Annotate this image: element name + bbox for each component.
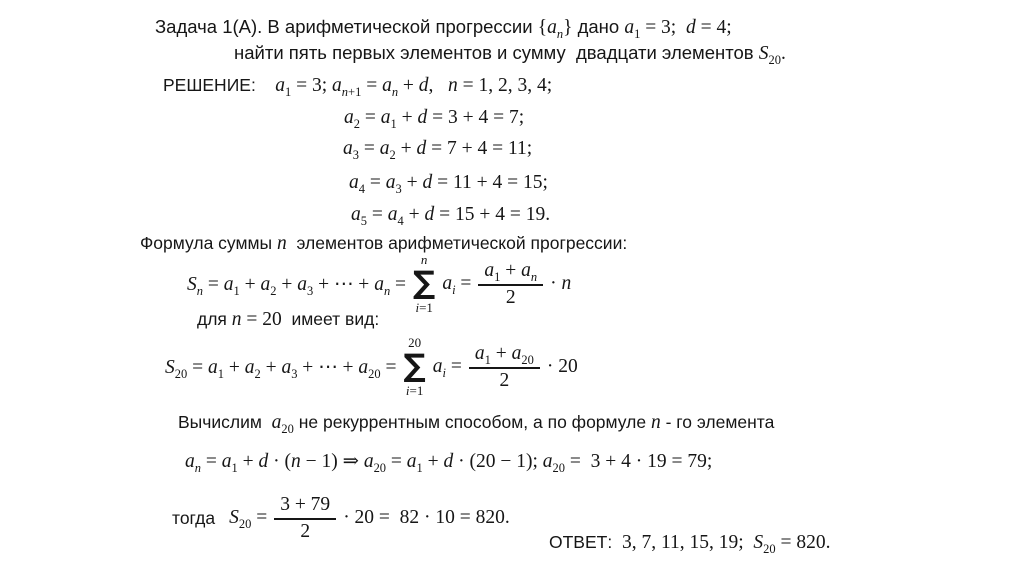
formula-left-part: $S_{20}$ = (229, 507, 268, 531)
sigma-symbol: ∑ (403, 348, 426, 385)
togda-label: тогда (172, 507, 216, 528)
fraction-denominator: 2 (499, 369, 510, 391)
sigma-block (413, 253, 435, 315)
recurrence-line-a5 (351, 202, 550, 228)
text-run: дано (572, 16, 625, 37)
answer-line (549, 530, 830, 556)
formula-right-part: · 20 = 82 · 10 = 820. (343, 507, 510, 528)
math-run: $a_2 = a_1 + d = 3 + 4 = 7$; (344, 107, 525, 131)
recurrence-line-a3 (343, 136, 532, 162)
problem-title-line1 (155, 15, 732, 41)
sigma-symbol: ∑ (413, 265, 436, 302)
math-run: $S_{20}$. (758, 43, 786, 67)
compute-a20-caption (178, 410, 774, 436)
text-run: имеет вид: (281, 309, 380, 329)
sigma-lower-limit: i=1 (415, 299, 433, 315)
sigma-upper-limit: n (420, 251, 428, 267)
text-run: Формула суммы (140, 233, 277, 253)
text-run: РЕШЕНИЕ: (163, 75, 276, 95)
problem-title-line2 (234, 41, 786, 67)
fraction (478, 260, 543, 309)
sum-formula-n20 (165, 329, 578, 405)
recurrence-line-a2 (344, 105, 524, 131)
fraction-denominator: 2 (505, 286, 516, 308)
text-run: Задача 1(А). В арифметической прогрессии (155, 16, 538, 37)
math-run: n = 20 (231, 309, 282, 330)
formula-mid-part: $a_i$ = (432, 356, 462, 380)
fraction-numerator: $a_1 + a_{20}$ (469, 343, 540, 369)
fraction-numerator: 3 + 79 (274, 494, 336, 520)
fraction (469, 343, 540, 392)
fraction-denominator: 2 (300, 520, 311, 542)
text-run: - го элемента (660, 412, 775, 432)
text-run: элементов арифметической прогрессии: (286, 233, 628, 253)
math-run: 3, 7, 11, 15, 19; $S_{20} = 820$. (621, 532, 831, 556)
formula-left-part: $S_{20} = a_1 + a_2 + a_3$ + ⋯ + $a_{20}$ = (165, 357, 397, 381)
s20-evaluation (172, 491, 510, 545)
math-run: $a_1 = 3$; d = 4; (624, 17, 732, 41)
text-run: Вычислим (178, 412, 272, 432)
math-run: $a_{20}$ (271, 412, 294, 436)
text-run: не рекуррентным способом, а по формуле (293, 412, 651, 432)
math-run: $a_3 = a_2 + d = 7 + 4 = 11$; (343, 138, 533, 162)
nth-element-formula (185, 449, 712, 475)
fraction (274, 494, 336, 543)
sigma-lower-limit: i=1 (405, 382, 424, 398)
math-run: $\{a_n\}$ (537, 17, 573, 41)
formula-right-part: · 20 (546, 356, 578, 377)
math-run: n (276, 233, 287, 254)
math-run: $a_4 = a_3 + d = 11 + 4 = 15$; (349, 172, 548, 196)
math-run: $a_5 = a_4 + d = 15 + 4 = 19$. (351, 204, 551, 228)
recurrence-line-a4 (349, 170, 548, 196)
formula-right-part: · n (550, 273, 572, 294)
sigma-upper-limit: 20 (408, 334, 422, 350)
math-run: n (650, 412, 661, 433)
text-run: для (197, 309, 232, 329)
math-run: $a_1 = 3$; $a_{n+1} = a_n + d$, n = 1, 2, 3, 4; (275, 75, 553, 99)
text-run: найти пять первых элементов и сумму двадцати элементов (234, 42, 759, 63)
sigma-block (404, 336, 426, 398)
formula-left-part: $S_n = a_1 + a_2 + a_3$ + ⋯ + $a_n$ = (187, 274, 407, 298)
text-run: ОТВЕТ: (549, 532, 622, 552)
math-run: $a_n = a_1 + d \cdot (n - 1)$ ⇒ $a_{20} = a_1 + d \cdot (20 - 1)$; $a_{20} = 3 + 4 \cdot 19 = 79$; (185, 451, 713, 475)
solution-header-line (163, 73, 552, 99)
formula-mid-part: $a_i$ = (442, 273, 472, 297)
fraction-numerator: $a_1 + a_n$ (478, 260, 543, 286)
